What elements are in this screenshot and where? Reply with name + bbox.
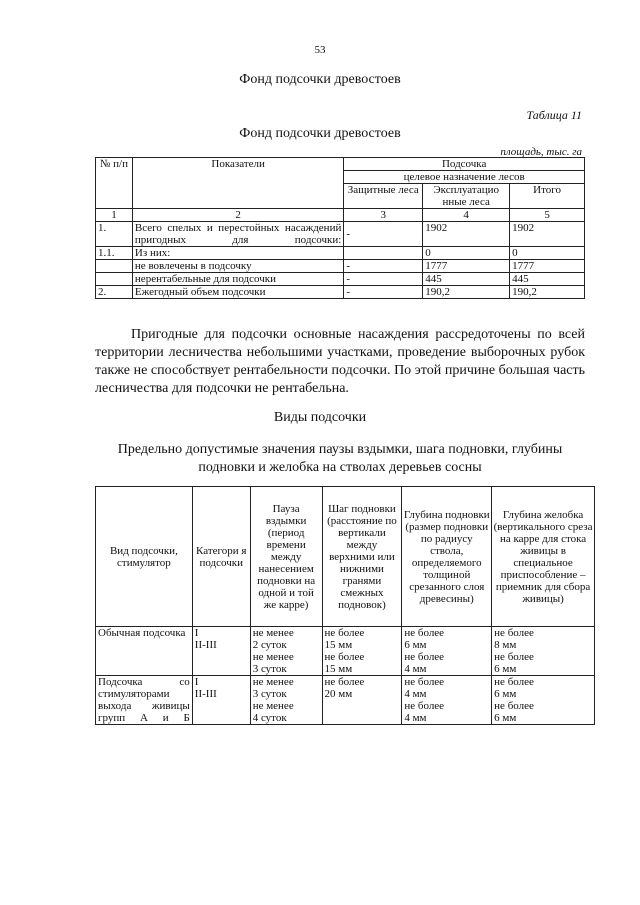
- header-groove: Глубина желобка (вертикального среза на карре для стока живицы в специальное приспособление –приемник для сбора живицы): [492, 487, 595, 627]
- row-groove: [492, 676, 595, 725]
- cell-line: 4 суток: [252, 712, 287, 724]
- section-heading: Виды подсочки: [273, 410, 367, 425]
- row-category: [192, 676, 250, 725]
- table-row: [96, 627, 595, 676]
- row-total: 0: [510, 247, 585, 260]
- header-type: Вид подсочки, стимулятор: [96, 487, 193, 627]
- cell-line: не более: [494, 676, 534, 688]
- cell-line: 8 мм: [494, 639, 517, 651]
- cell-line: не более: [324, 651, 365, 663]
- row-category: [192, 627, 250, 676]
- body-paragraph: [95, 326, 585, 398]
- cell-line: не более: [404, 651, 445, 663]
- header-pause: Пауза вздымки (период времени между нанесением подновки на одной и той же карре): [250, 487, 322, 627]
- header-step: Шаг подновки (расстояние по вертикали между верхними или нижними гранями смежных подновок): [322, 487, 402, 627]
- table-row: [96, 676, 595, 725]
- row-total: 190,2: [510, 286, 585, 299]
- row-total: 1902: [510, 222, 585, 247]
- row-num: 1.1.: [96, 247, 133, 260]
- header-indicators: Показатели: [132, 158, 343, 209]
- cell-line: не менее: [252, 627, 294, 639]
- row-protective: -: [344, 286, 423, 299]
- row-step: [322, 676, 402, 725]
- header-num: № п/п: [96, 158, 133, 209]
- table-row: [96, 286, 585, 299]
- row-depth: [402, 676, 492, 725]
- row-exploitation: 0: [423, 247, 510, 260]
- row-protective: -: [344, 260, 423, 273]
- cell-line: 4 мм: [404, 712, 427, 724]
- cell-line: 6 мм: [494, 712, 517, 724]
- row-step: [322, 627, 402, 676]
- cell-line: 15 мм: [324, 663, 353, 675]
- table-row: [96, 260, 585, 273]
- cell-line: не более: [404, 700, 445, 712]
- cell-line: не более: [324, 627, 365, 639]
- cell-line: не более: [404, 627, 445, 639]
- cell-line: 6 мм: [404, 639, 427, 651]
- table-label: Таблица 11: [526, 108, 582, 122]
- row-total: 445: [510, 273, 585, 286]
- cell-line: 4 мм: [404, 688, 427, 700]
- table-row: [96, 247, 585, 260]
- cell-line: не более: [494, 651, 534, 663]
- page-number: 53: [314, 44, 326, 56]
- row-pause: [250, 676, 322, 725]
- cell-line: I: [194, 627, 199, 639]
- table2-title: Предельно допустимые значения паузы вздымки, шага подновки, глубины подновки и желобка на стволах деревьев сосны: [117, 442, 563, 475]
- row-protective: [344, 247, 423, 260]
- row-total: 1777: [510, 260, 585, 273]
- cell-line: не более: [494, 627, 534, 639]
- forest-tapping-fund-table: [95, 157, 585, 299]
- cell-line: I: [194, 676, 199, 688]
- cell-line: 6 мм: [494, 663, 517, 675]
- cell-line: не более: [494, 700, 534, 712]
- cell-line: не более: [404, 676, 445, 688]
- cell-line: II-III: [194, 688, 217, 700]
- row-name: нерентабельные для подсочки: [132, 273, 343, 286]
- col-number: 5: [510, 209, 585, 222]
- row-type: Подсочка со стимуляторами выхода живицы групп А и Б: [96, 676, 193, 725]
- cell-line: не менее: [252, 651, 294, 663]
- row-num: 2.: [96, 286, 133, 299]
- row-name: Всего спелых и перестойных насаждений пригодных для подсочки:: [132, 222, 343, 247]
- row-exploitation: 1902: [423, 222, 510, 247]
- cell-line: не менее: [252, 700, 294, 712]
- row-name: не вовлечены в подсочку: [132, 260, 343, 273]
- cell-line: 2 суток: [252, 639, 287, 651]
- row-exploitation: 190,2: [423, 286, 510, 299]
- col-number: 1: [96, 209, 133, 222]
- cell-line: не более: [324, 676, 365, 688]
- col-number: 4: [423, 209, 510, 222]
- header-protective: Защитные леса: [344, 184, 423, 209]
- row-protective: -: [344, 273, 423, 286]
- row-exploitation: 1777: [423, 260, 510, 273]
- row-name: Из них:: [132, 247, 343, 260]
- paragraph-text: Пригодные для подсочки основные насаждения рассредоточены по всей территории лесничества небольшими участками, проведение выборочных рубок также не способствует рентабельности подсочки. По этой причине большая часть лесничества для подсочки не рентабельна.: [95, 327, 585, 396]
- table1-units: площадь, тыс. га: [500, 146, 582, 158]
- row-num: 1.: [96, 222, 133, 247]
- cell-line: 3 суток: [252, 663, 287, 675]
- row-type: Обычная подсочка: [96, 627, 193, 676]
- table1-title: Фонд подсочки древостоев: [239, 126, 401, 141]
- cell-line: 4 мм: [404, 663, 427, 675]
- tapping-limits-table: [95, 486, 595, 725]
- header-purpose: целевое назначение лесов: [344, 171, 585, 184]
- row-num: [96, 260, 133, 273]
- table-row: [96, 222, 585, 247]
- cell-line: не менее: [252, 676, 294, 688]
- row-exploitation: 445: [423, 273, 510, 286]
- header-exploitation: Эксплуатацио нные леса: [423, 184, 510, 209]
- cell-line: 3 суток: [252, 688, 287, 700]
- header-total: Итого: [510, 184, 585, 209]
- row-name: Ежегодный объем подсочки: [132, 286, 343, 299]
- cell-line: II-III: [194, 639, 217, 651]
- col-number: 2: [132, 209, 343, 222]
- col-number: 3: [344, 209, 423, 222]
- row-pause: [250, 627, 322, 676]
- row-groove: [492, 627, 595, 676]
- cell-line: 20 мм: [324, 688, 353, 700]
- cell-line: 6 мм: [494, 688, 517, 700]
- header-podsochka: Подсочка: [344, 158, 585, 171]
- table-row: [96, 273, 585, 286]
- header-depth: Глубина подновки (размер подновки по радиусу ствола, определяемого толщиной срезанного слоя древесины): [402, 487, 492, 627]
- page-heading: Фонд подсочки древостоев: [239, 72, 401, 87]
- row-depth: [402, 627, 492, 676]
- header-category: Категори я подсочки: [192, 487, 250, 627]
- cell-line: 15 мм: [324, 639, 353, 651]
- row-num: [96, 273, 133, 286]
- row-protective: -: [344, 222, 423, 247]
